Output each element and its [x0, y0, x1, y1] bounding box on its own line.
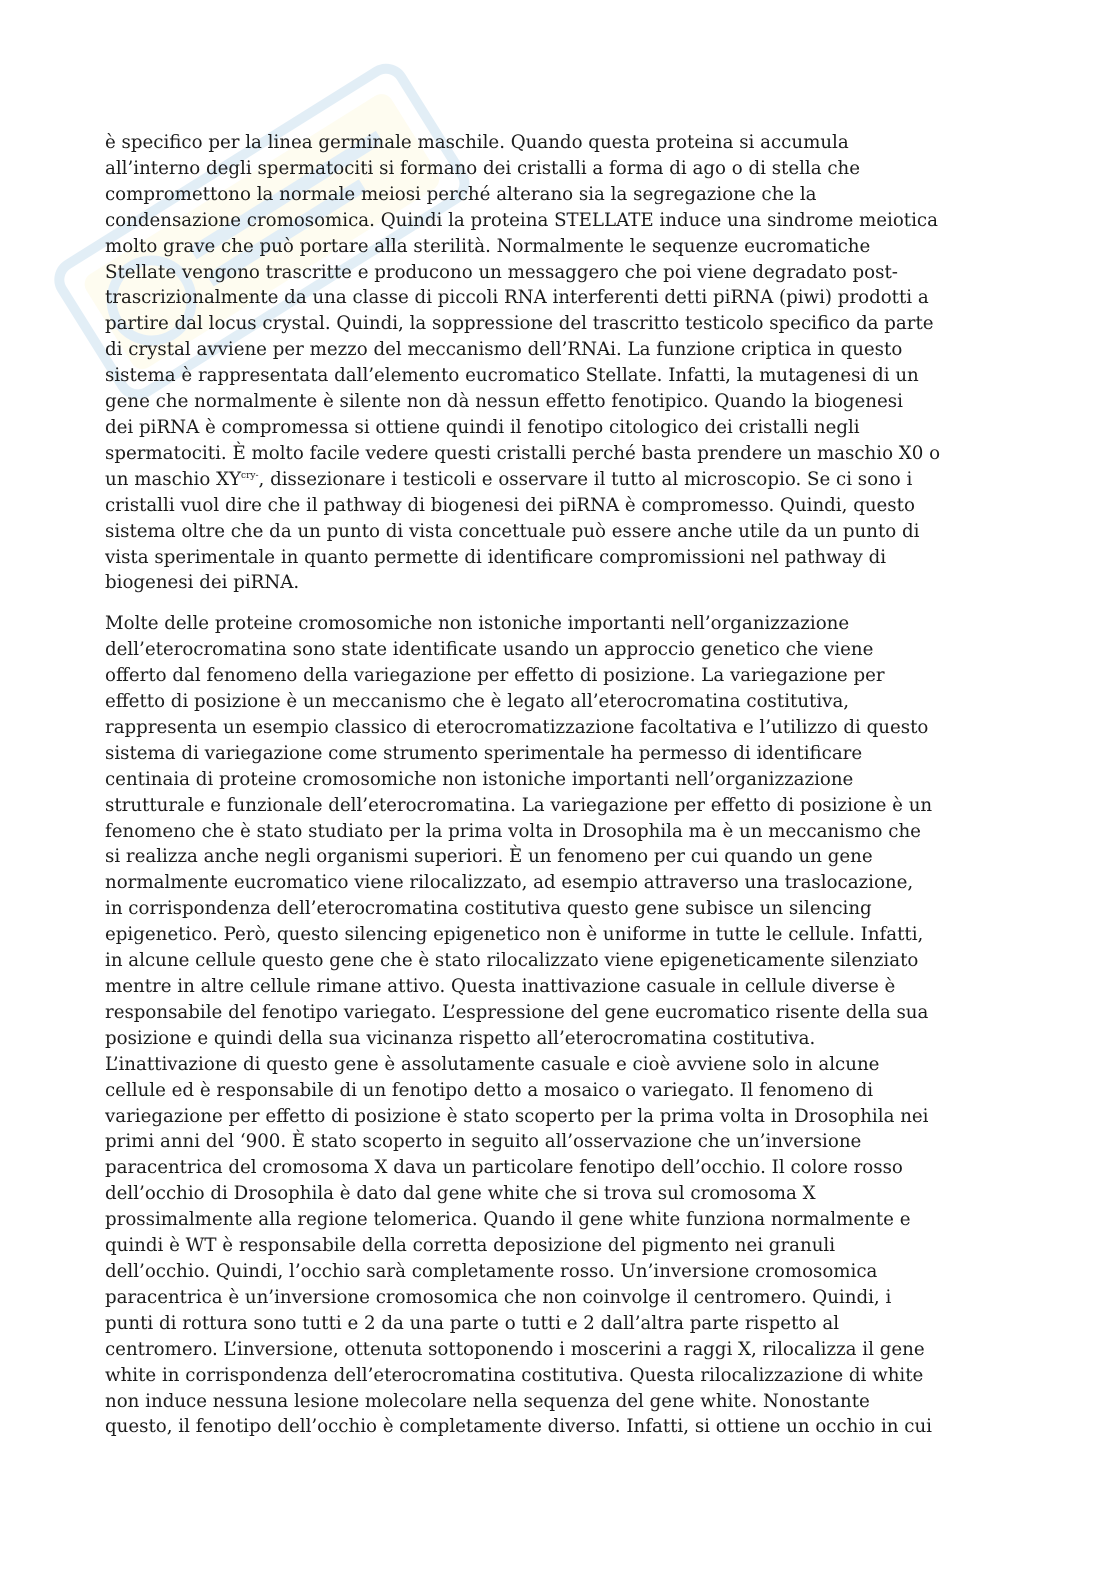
- paragraph-stellate: [105, 130, 1010, 596]
- paragraph-stellate-text-start: è specifico per la linea germinale maschile. Quando questa proteina si accumula all’interno degli spermatociti si formano dei cristalli a forma di ago o di stella che compromettono la normale meiosi perché alterano sia la segregazione che la condensazione cromosomica. Quindi la proteina STELLATE induce una sindrome meiotica molto grave che può portare alla sterilità. Normalmente le sequenze eucromatiche Stellate vengono trascritte e producono un messaggero che poi viene degradato post- trascrizionalmente da una classe di piccoli RNA interferenti detti piRNA (piwi) prodotti a partire dal locus crystal. Quindi, la soppressione del trascritto testicolo specifico da parte di crystal avviene per mezzo del meccanismo dell’RNAi. La funzione criptica in questo sistema è rappresentata dall’elemento eucromatico Stellate. Infatti, la mutagenesi di un gene che normalmente è silente non dà nessun effetto fenotipico. Quando la biogenesi dei piRNA è compromessa si ottiene quindi il fenotipo citologico dei cristalli negli spermatociti. È molto facile vedere questi cristalli perché basta prendere un maschio X0 o un maschio XY: [105, 132, 941, 490]
- document-page: [105, 130, 1010, 1455]
- paragraph-stellate-text-end: , dissezionare i testicoli e osservare il tutto al microscopio. Se ci sono i cristalli vuol dire che il pathway di biogenesi dei piRNA è compromesso. Quindi, questo sistema oltre che da un punto di vista concettuale può essere anche utile da un punto di vista sperimentale in quanto permette di identificare compromissioni nel pathway di biogenesi dei piRNA.: [105, 468, 920, 594]
- superscript-cry: cry-: [241, 470, 259, 481]
- paragraph-variegation: Molte delle proteine cromosomiche non istoniche importanti nell’organizzazione dell’eterocromatina sono state identificate usando un approccio genetico che viene offerto dal fenomeno della variegazione per effetto di posizione. La variegazione per effetto di posizione è un meccanismo che è legato all’eterocromatina costitutiva, rappresenta un esempio classico di eterocromatizzazione facoltativa e l’utilizzo di questo sistema di variegazione come strumento sperimentale ha permesso di identificare centinaia di proteine cromosomiche non istoniche importanti nell’organizzazione strutturale e funzionale dell’eterocromatina. La variegazione per effetto di posizione è un fenomeno che è stato studiato per la prima volta in Drosophila ma è un meccanismo che si realizza anche negli organismi superiori. È un fenomeno per cui quando un gene normalmente eucromatico viene rilocalizzato, ad esempio attraverso una traslocazione, in corrispondenza dell’eterocromatina costitutiva questo gene subisce un silencing epigenetico. Però, questo silencing epigenetico non è uniforme in tutte le cellule. Infatti, in alcune cellule questo gene che è stato rilocalizzato viene epigeneticamente silenziato mentre in altre cellule rimane attivo. Questa inattivazione casuale in cellule diverse è responsabile del fenotipo variegato. L’espressione del gene eucromatico risente della sua posizione e quindi della sua vicinanza rispetto all’eterocromatina costitutiva. L’inattivazione di questo gene è assolutamente casuale e cioè avviene solo in alcune cellule ed è responsabile di un fenotipo detto a mosaico o variegato. Il fenomeno di variegazione per effetto di posizione è stato scoperto per la prima volta in Drosophila nei primi anni del ‘900. È stato scoperto in seguito all’osservazione che un’inversione paracentrica del cromosoma X dava un particolare fenotipo dell’occhio. Il colore rosso dell’occhio di Drosophila è dato dal gene white che si trova sul cromosoma X prossimalmente alla regione telomerica. Quando il gene white funziona normalmente e quindi è WT è responsabile della corretta deposizione del pigmento nei granuli dell’occhio. Quindi, l’occhio sarà completamente rosso. Un’inversione cromosomica paracentrica è un’inversione cromosomica che non coinvolge il centromero. Quindi, i punti di rottura sono tutti e 2 da una parte o tutti e 2 dall’altra parte rispetto al centromero. L’inversione, ottenuta sottoponendo i moscerini a raggi X, rilocalizza il gene white in corrispondenza dell’eterocromatina costitutiva. Questa rilocalizzazione di white non induce nessuna lesione molecolare nella sequenza del gene white. Nonostante questo, il fenotipo dell’occhio è completamente diverso. Infatti, si ottiene un occhio in cui: [105, 613, 933, 1438]
